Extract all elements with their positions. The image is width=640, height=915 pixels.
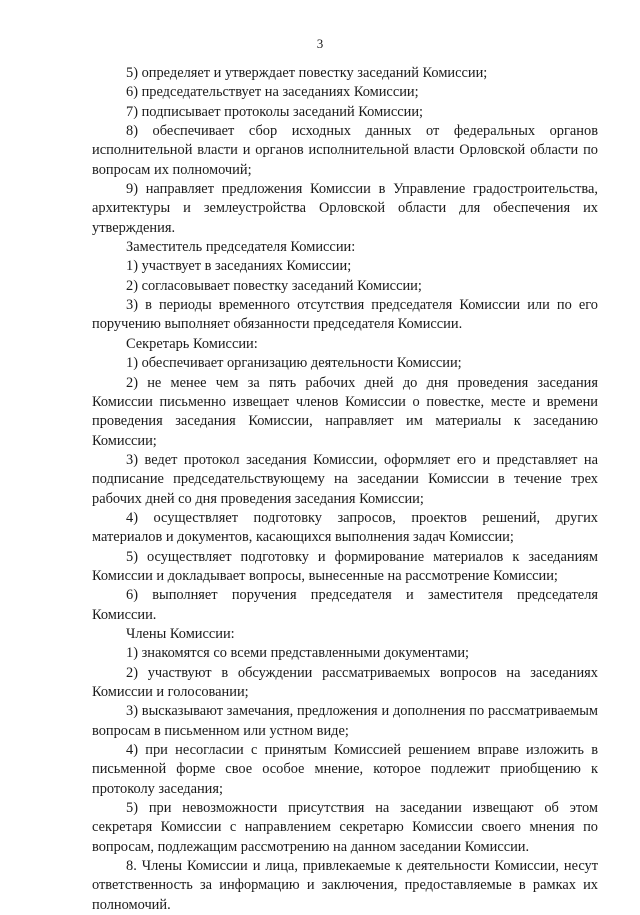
paragraph: 7) подписывает протоколы заседаний Комиссии; — [126, 103, 424, 120]
paragraph: 5) при невозможности присутствия на заседании извещают об этом секретаря Комиссии с направлением секретарю Комиссии своего мнения по вопросам, подлежащим рассмотрению на данном заседании Комиссии. — [92, 800, 598, 855]
paragraph: 3) в периоды временного отсутствия председателя Комиссии или по его поручению выполняет обязанности председателя Комиссии. — [92, 297, 598, 333]
section-heading: Секретарь Комиссии: — [126, 335, 258, 352]
paragraph: 4) осуществляет подготовку запросов, проектов решений, других материалов и документов, касающихся выполнения задач Комиссии; — [92, 509, 598, 546]
section-heading: Заместитель председателя Комиссии: — [126, 239, 356, 256]
page-number: 3 — [316, 36, 324, 51]
paragraph: 5) осуществляет подготовку и формирование материалов к заседаниям Комиссии и докладывает вопросы, вынесенные на рассмотрение Комиссии; — [92, 548, 598, 584]
paragraph: 3) высказывают замечания, предложения и дополнения по рассматриваемым вопросам в письменном или устном виде; — [92, 703, 598, 739]
paragraph: 2) не менее чем за пять рабочих дней до дня проведения заседания Комиссии письменно извещает членов Комиссии о повестке, месте и времени проведения заседания Комиссии, направляет им материалы к заседанию Комиссии; — [92, 374, 598, 449]
section-heading: Члены Комиссии: — [126, 625, 235, 642]
paragraph: 6) председательствует на заседаниях Комиссии; — [126, 84, 419, 101]
paragraph: 5) определяет и утверждает повестку заседаний Комиссии; — [126, 65, 488, 81]
paragraph: 1) знакомятся со всеми представленными документами; — [126, 645, 470, 662]
paragraph: 2) согласовывает повестку заседаний Комиссии; — [126, 277, 422, 294]
paragraph: 3) ведет протокол заседания Комиссии, оформляет его и представляет на подписание председательствующему на заседании Комиссии в течение трех рабочих дней со дня проведения заседания Комиссии; — [92, 451, 598, 507]
paragraph: 8) обеспечивает сбор исходных данных от федеральных органов исполнительной власти и органов исполнительной власти Орловской области по вопросам их полномочий; — [92, 123, 598, 178]
document-body — [92, 64, 598, 915]
paragraph: 1) участвует в заседаниях Комиссии; — [126, 258, 352, 275]
paragraph: 8. Члены Комиссии и лица, привлекаемые к деятельности Комиссии, несут ответственность за информацию и заключения, предоставляемые в рамках их полномочий. — [92, 858, 598, 913]
paragraph: 9) направляет предложения Комиссии в Управление градостроительства, архитектуры и землеустройства Орловской области для обеспечения их утверждения. — [92, 181, 598, 236]
paragraph: 2) участвуют в обсуждении рассматриваемых вопросов на заседаниях Комиссии и голосовании; — [92, 664, 598, 700]
paragraph: 1) обеспечивает организацию деятельности Комиссии; — [126, 355, 462, 372]
paragraph: 6) выполняет поручения председателя и заместителя председателя Комиссии. — [92, 587, 598, 623]
paragraph: 4) при несогласии с принятым Комиссией решением вправе изложить в письменной форме свое особое мнение, которое подлежит приобщению к протоколу заседания; — [92, 742, 598, 797]
